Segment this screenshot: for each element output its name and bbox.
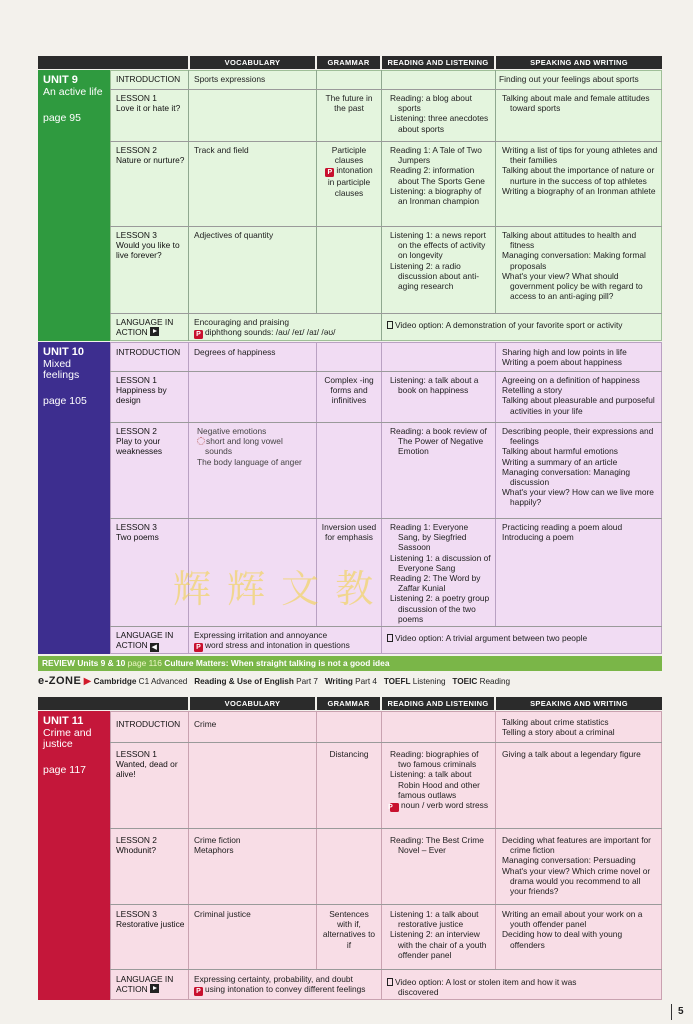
reading-cell — [384, 228, 495, 293]
vocab-item: Metaphors — [194, 845, 234, 856]
speaking-item: Writing a summary of an article — [502, 456, 618, 467]
header-grammar: GRAMMAR — [317, 56, 380, 69]
language-in-action-label: LANGUAGE IN ACTION ◀ — [116, 630, 174, 652]
language-in-action-label: LANGUAGE IN ACTION — [116, 317, 174, 338]
ezone-cambridge: Cambridge — [93, 677, 137, 686]
ezone-toeic: TOEIC — [452, 677, 478, 686]
unit-title: Crime and justice — [43, 727, 92, 750]
pronunciation-icon: P — [194, 643, 203, 652]
speaking-cell — [496, 907, 661, 952]
action-vocab-cell — [191, 628, 381, 654]
review-page: page 116 — [125, 658, 165, 668]
vocab-item: The body language of anger — [197, 456, 302, 467]
reading-item: Reading: a book review of The Power of Negative Emotion — [390, 426, 487, 457]
unit-page: page 105 — [43, 395, 87, 407]
reading-cell — [384, 907, 495, 962]
action-vocab: Expressing certainty, probability, and doubt — [194, 974, 353, 984]
lesson-label: LESSON 2 Nature or nurture? — [116, 145, 185, 166]
unit-page: page 95 — [43, 112, 81, 124]
action-vocab: Expressing irritation and annoyance — [194, 630, 328, 640]
grammar-cell: Complex -ing forms and infinitives — [324, 375, 374, 406]
speaking-item: Describing people, their expressions and feelings — [502, 426, 654, 447]
reading-cell — [384, 747, 495, 814]
ezone-part7: Part 7 — [296, 677, 318, 686]
vocab-item: short and long vowel sounds — [205, 436, 283, 457]
reading-item: Reading: a blog about sports — [390, 93, 472, 114]
speaking-item: Managing conversation: Persuading — [502, 855, 636, 866]
grammar-cell: Inversion used for emphasis — [321, 522, 377, 543]
speaking-cell — [496, 91, 661, 115]
unit-number: UNIT 10 — [43, 346, 84, 358]
language-in-action-label: LANGUAGE IN ACTION — [116, 974, 174, 995]
unit-title: Mixed feelings — [43, 358, 80, 381]
video-option: Video option: A lost or stolen item and how it was discovered — [384, 975, 614, 999]
reading-item: Reading: biographies of two famous criminals — [390, 749, 479, 770]
page-number: 5 — [678, 1006, 684, 1017]
lesson-label: LESSON 3 Restorative justice — [116, 909, 185, 930]
reading-item: Listening 1: a talk about restorative justice — [390, 909, 479, 930]
grammar-item: Participle clauses — [331, 145, 367, 166]
video-play-icon — [150, 984, 159, 993]
vocab-item: Negative emotions — [197, 426, 267, 436]
ezone-ruse: Reading & Use of English — [194, 677, 294, 686]
ezone-c1: C1 Advanced — [138, 677, 188, 686]
reading-cell — [384, 424, 495, 459]
unit-9-label — [38, 70, 110, 341]
arrow-icon: ▶ — [83, 676, 92, 687]
lesson-label: LESSON 1 Wanted, dead or alive! — [116, 749, 178, 780]
video-option: Video option: A demonstration of your favorite sport or activity — [384, 318, 661, 332]
watermark: 辉 辉 文 教 — [173, 567, 376, 611]
reading-cell — [384, 91, 495, 136]
lesson-label: INTRODUCTION — [116, 74, 181, 84]
reading-item: Reading 1: A Tale of Two Jumpers — [390, 145, 482, 166]
speaking-item: Telling a story about a criminal — [502, 727, 615, 738]
grammar-cell: Distancing — [329, 749, 369, 759]
audio-icon: ◀ — [151, 644, 157, 652]
speaking-item: Talking about attitudes to health and fitness — [502, 230, 637, 251]
speaking-cell — [496, 424, 661, 510]
reading-item: Reading 2: The Word by Zaffar Kunial — [390, 573, 481, 594]
header-speaking: SPEAKING AND WRITING — [496, 697, 662, 710]
speaking-cell — [496, 373, 661, 418]
review-bar — [38, 656, 662, 671]
vocab-cell: Track and field — [194, 145, 249, 155]
speaking-cell — [496, 833, 661, 898]
reading-item: Listening 2: a radio discussion about anti-aging research — [390, 260, 480, 292]
speaking-cell — [496, 143, 661, 198]
unit-10-label — [38, 342, 110, 654]
speaking-item: Talking about pleasurable and purposeful activities in your life — [502, 395, 655, 416]
speaking-item: Sharing high and low points in life — [502, 347, 627, 357]
pronunciation-icon: P — [194, 987, 203, 996]
pronunciation-icon: P — [194, 330, 203, 339]
vocab-cell: Degrees of happiness — [194, 347, 276, 357]
vocab-cell: Criminal justice — [194, 909, 251, 919]
vocab-cell: Sports expressions — [194, 74, 266, 84]
action-pronunciation: word stress and intonation in questions — [205, 640, 350, 651]
unit-number: UNIT 11 — [43, 715, 84, 727]
lesson-label: LESSON 2 Whodunit? — [116, 835, 157, 856]
ezone-toefl: TOEFL — [383, 677, 411, 686]
speaking-cell — [496, 520, 661, 544]
speaking-item: Writing a poem about happiness — [502, 357, 622, 368]
pronunciation-icon: P — [325, 168, 334, 177]
speaking-item: Talking about crime statistics — [502, 717, 609, 727]
action-vocab-cell — [191, 315, 381, 341]
reading-item: Reading: The Best Crime Novel – Ever — [390, 835, 484, 856]
speaking-cell — [496, 747, 661, 761]
action-vocab-cell — [191, 972, 381, 998]
speaking-item: Writing an email about your work on a youth offender panel — [502, 909, 643, 930]
vocab-cell — [191, 833, 315, 857]
culture-matters: Culture Matters: When straight talking is not a good idea — [164, 658, 390, 668]
pronunciation-icon: P — [390, 803, 399, 812]
video-icon — [387, 634, 393, 642]
speaking-cell — [496, 345, 661, 369]
header-speaking: SPEAKING AND WRITING — [496, 56, 662, 69]
vocab-cell — [191, 424, 315, 469]
vocab-item: Crime fiction — [194, 835, 241, 845]
speaking-item: Writing a list of tips for young athletes and their families — [502, 145, 658, 166]
reading-item: Listening 1: a news report on the effects of activity on longevity — [390, 230, 486, 261]
reading-item: Listening 1: a discussion of Everyone Sang — [390, 552, 491, 573]
speaking-cell — [496, 715, 661, 739]
reading-item: Reading 1: Everyone Sang, by Siegfried Sassoon — [390, 522, 469, 553]
reading-item: Listening 2: an interview with the chair of a youth offender panel — [390, 929, 487, 960]
ezone-logo: e-ZONE — [38, 675, 82, 687]
speaking-item: Managing conversation: Making formal proposals — [502, 250, 646, 271]
header-reading: READING AND LISTENING — [382, 697, 494, 710]
speaking-item: Agreeing on a definition of happiness — [502, 375, 640, 385]
speaking-item: Writing a biography of an Ironman athlete — [502, 185, 656, 196]
grammar-cell: Sentences with if, alternatives to if — [322, 909, 376, 950]
reading-cell — [384, 520, 495, 626]
ezone-reading: Reading — [479, 677, 511, 686]
ezone-part4: Part 4 — [355, 677, 377, 686]
speaking-item: Talking about male and female attitudes toward sports — [502, 93, 650, 114]
header-blank — [38, 697, 188, 710]
speaking-item: Practicing reading a poem aloud — [502, 522, 623, 532]
reading-item: Listening 2: a poetry group discussion of the two poems — [390, 593, 490, 624]
action-pronunciation: diphthong sounds: /aʊ/ /eɪ/ /aɪ/ /əʊ/ — [205, 327, 336, 338]
speaking-item: Giving a talk about a legendary figure — [502, 749, 641, 759]
unit-number: UNIT 9 — [43, 74, 78, 86]
reading-item: Listening: a talk about a book on happiness — [390, 375, 479, 396]
speaking-item: What's your view? How can we live more happily? — [502, 487, 654, 508]
reading-item: Listening: a biography of an Ironman champion — [390, 185, 482, 207]
vocab-cell: Crime — [194, 719, 217, 729]
video-icon — [387, 321, 393, 329]
header-vocabulary: VOCABULARY — [190, 56, 315, 69]
video-icon — [387, 978, 393, 986]
lesson-label: INTRODUCTION — [116, 347, 181, 357]
unit-title: An active life — [43, 86, 103, 98]
speaking-item: Retelling a story — [502, 385, 563, 396]
speaking-item: What's your view? What should government policy be with regard to access to an anti-aging pill? — [502, 270, 643, 302]
ezone-writing: Writing — [324, 677, 353, 686]
pronunciation-icon — [197, 437, 205, 445]
speaking-cell — [496, 228, 661, 303]
unit-page: page 117 — [43, 764, 87, 776]
lesson-label: LESSON 3 Two poems — [116, 522, 159, 543]
header-blank — [38, 56, 188, 69]
reading-item: Reading 2: information about The Sports Gene — [390, 165, 485, 186]
speaking-item: Introducing a poem — [502, 532, 574, 543]
video-play-icon — [150, 327, 159, 336]
reading-item: Listening: three anecdotes about sports — [390, 113, 489, 134]
header-vocabulary: VOCABULARY — [190, 697, 315, 710]
lesson-label: LESSON 1 Love it or hate it? — [116, 93, 181, 114]
header-grammar: GRAMMAR — [317, 697, 380, 710]
header-reading: READING AND LISTENING — [382, 56, 494, 69]
speaking-item: Talking about harmful emotions — [502, 446, 618, 457]
ezone-bar — [38, 673, 662, 690]
unit-11-label — [38, 711, 110, 1000]
reading-item: noun / verb word stress — [401, 800, 489, 811]
action-pronunciation: using intonation to convey different feelings — [205, 984, 366, 995]
lesson-label: INTRODUCTION — [116, 719, 181, 729]
reading-cell — [384, 143, 495, 208]
speaking-item: Deciding what features are important for crime fiction — [502, 835, 651, 856]
reading-cell — [384, 833, 495, 857]
speaking-item: Deciding how to deal with young offenders — [502, 929, 623, 950]
speaking-item: Managing conversation: Managing discussion — [502, 466, 631, 488]
page-number-divider — [671, 1004, 672, 1020]
speaking-item: Talking about the importance of nature or nurture in the success of top athletes — [502, 165, 655, 186]
reading-cell — [384, 373, 495, 397]
review-label: REVIEW Units 9 & 10 — [42, 658, 126, 668]
grammar-cell: The future in the past — [325, 93, 373, 114]
lesson-label: LESSON 2 Play to your weaknesses — [116, 426, 163, 457]
video-option: Video option: A trivial argument between two people — [384, 631, 661, 645]
ezone-listening: Listening — [412, 677, 446, 686]
lesson-label: LESSON 1 Happiness by design — [116, 375, 167, 406]
speaking-item: What's your view? Which crime novel or drama would you recommend to all your friends? — [502, 865, 651, 897]
grammar-cell — [318, 143, 380, 200]
grammar-item: intonation in participle clauses — [327, 165, 373, 198]
lesson-label: LESSON 3 Would you like to live forever? — [116, 230, 180, 261]
action-vocab: Encouraging and praising — [194, 317, 289, 327]
reading-item: Listening: a talk about Robin Hood and other famous outlaws — [390, 769, 480, 800]
vocab-cell: Adjectives of quantity — [194, 230, 274, 240]
speaking-cell: Finding out your feelings about sports — [499, 74, 639, 84]
